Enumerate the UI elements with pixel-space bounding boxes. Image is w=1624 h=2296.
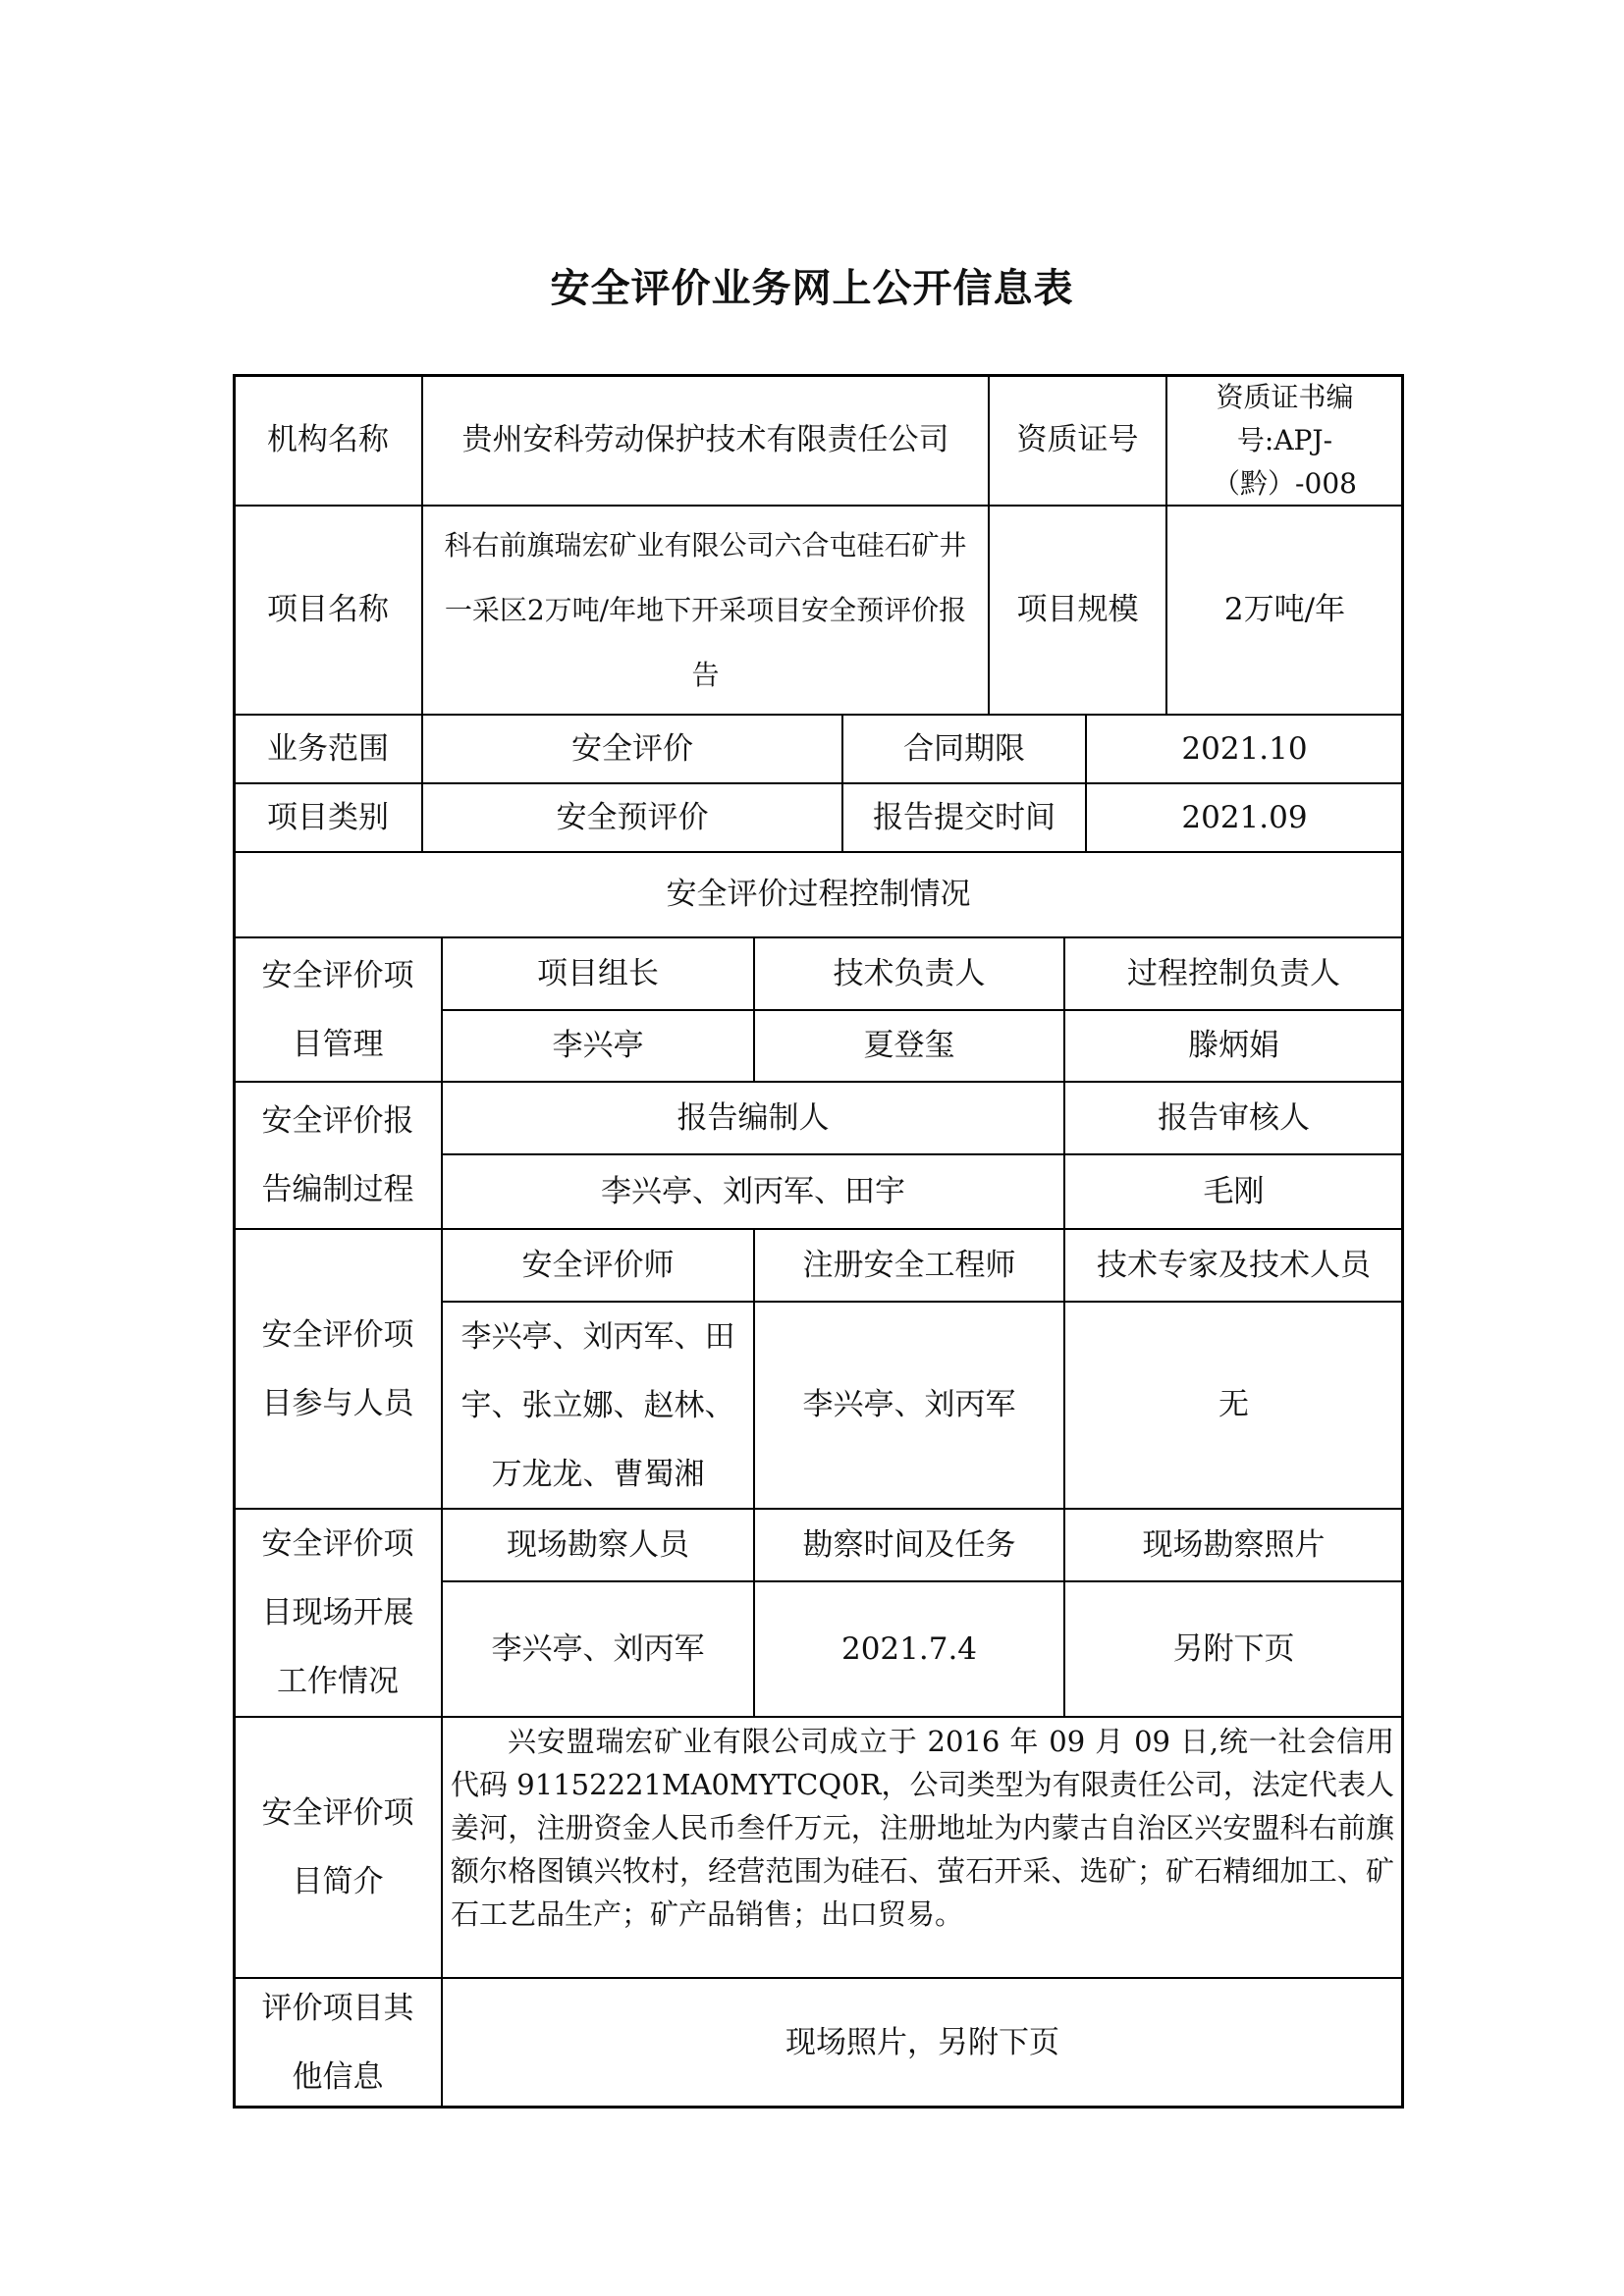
site-value-time: 2021.7.4 bbox=[840, 1630, 978, 1667]
management-value-tech: 夏登玺 bbox=[863, 1028, 955, 1064]
org-label: 机构名称 bbox=[267, 422, 389, 458]
site-value-photos: 另附下页 bbox=[1172, 1630, 1295, 1667]
org-value: 贵州安科劳动保护技术有限责任公司 bbox=[461, 422, 949, 458]
submit-label: 报告提交时间 bbox=[873, 799, 1056, 835]
page-title: 安全评价业务网上公开信息表 bbox=[550, 266, 1074, 311]
intro-label: 安全评价项目简介 bbox=[261, 1795, 414, 1899]
category-value: 安全预评价 bbox=[556, 799, 709, 835]
participants-value-engineer: 李兴亭、刘丙军 bbox=[802, 1387, 1016, 1423]
project-label: 项目名称 bbox=[267, 592, 389, 628]
site-header-time: 勘察时间及任务 bbox=[802, 1526, 1016, 1563]
site-value-surveyors: 李兴亭、刘丙军 bbox=[491, 1630, 705, 1667]
participants-value-expert: 无 bbox=[1218, 1387, 1249, 1423]
business-label: 业务范围 bbox=[267, 730, 389, 767]
other-value: 现场照片，另附下页 bbox=[785, 2024, 1059, 2060]
term-value: 2021.10 bbox=[1181, 730, 1308, 767]
participants-header-expert: 技术专家及技术人员 bbox=[1097, 1247, 1371, 1283]
report-label: 安全评价报告编制过程 bbox=[261, 1103, 414, 1207]
process-header: 安全评价过程控制情况 bbox=[666, 877, 971, 913]
management-header-tech: 技术负责人 bbox=[833, 955, 986, 991]
report-header-reviewer: 报告审核人 bbox=[1158, 1099, 1310, 1136]
scale-label: 项目规模 bbox=[1016, 592, 1139, 628]
management-value-leader: 李兴亭 bbox=[552, 1028, 644, 1064]
cert-label: 资质证号 bbox=[1016, 422, 1139, 458]
intro-text: 兴安盟瑞宏矿业有限公司成立于 2016 年 09 月 09 日,统一社会信用代码 91152221MA0MYTCQ0R，公司类型为有限责任公司，法定代表人姜河，注册资金人民币叁仟万元，注册地址为内蒙古自治区兴安盟科右前旗额尔格图镇兴牧村，经营范围为硅石、萤石开采、选矿；矿石精细加工、矿石工艺品生产；矿产品销售；出口贸易。 bbox=[451, 1725, 1394, 1931]
participants-label: 安全评价项目参与人员 bbox=[261, 1316, 414, 1421]
other-label: 评价项目其他信息 bbox=[261, 1991, 414, 2095]
term-label: 合同期限 bbox=[903, 730, 1025, 767]
project-value: 科右前旗瑞宏矿业有限公司六合屯硅石矿井一采区2万吨/年地下开采项目安全预评价报告 bbox=[444, 528, 967, 691]
site-header-photos: 现场勘察照片 bbox=[1142, 1526, 1326, 1563]
management-header-leader: 项目组长 bbox=[537, 955, 659, 991]
business-value: 安全评价 bbox=[571, 730, 693, 767]
report-value-reviewer: 毛刚 bbox=[1203, 1173, 1265, 1209]
management-label: 安全评价项目管理 bbox=[261, 957, 414, 1062]
scale-value: 2万吨/年 bbox=[1223, 592, 1346, 628]
report-value-author: 李兴亭、刘丙军、田宇 bbox=[601, 1173, 905, 1209]
site-label: 安全评价项目现场开展工作情况 bbox=[261, 1526, 414, 1699]
participants-header-evaluator: 安全评价师 bbox=[521, 1247, 675, 1283]
management-header-process: 过程控制负责人 bbox=[1127, 955, 1340, 991]
category-label: 项目类别 bbox=[267, 799, 389, 835]
cert-value: 资质证书编号:APJ-（黔）-008 bbox=[1213, 380, 1357, 500]
report-header-author: 报告编制人 bbox=[677, 1099, 830, 1136]
management-value-process: 滕炳娟 bbox=[1188, 1028, 1279, 1064]
participants-header-engineer: 注册安全工程师 bbox=[802, 1247, 1016, 1283]
site-header-surveyors: 现场勘察人员 bbox=[507, 1526, 689, 1563]
participants-value-evaluator: 李兴亭、刘丙军、田宇、张立娜、赵林、万龙龙、曹蜀湘 bbox=[460, 1318, 735, 1492]
submit-value: 2021.09 bbox=[1181, 799, 1308, 835]
